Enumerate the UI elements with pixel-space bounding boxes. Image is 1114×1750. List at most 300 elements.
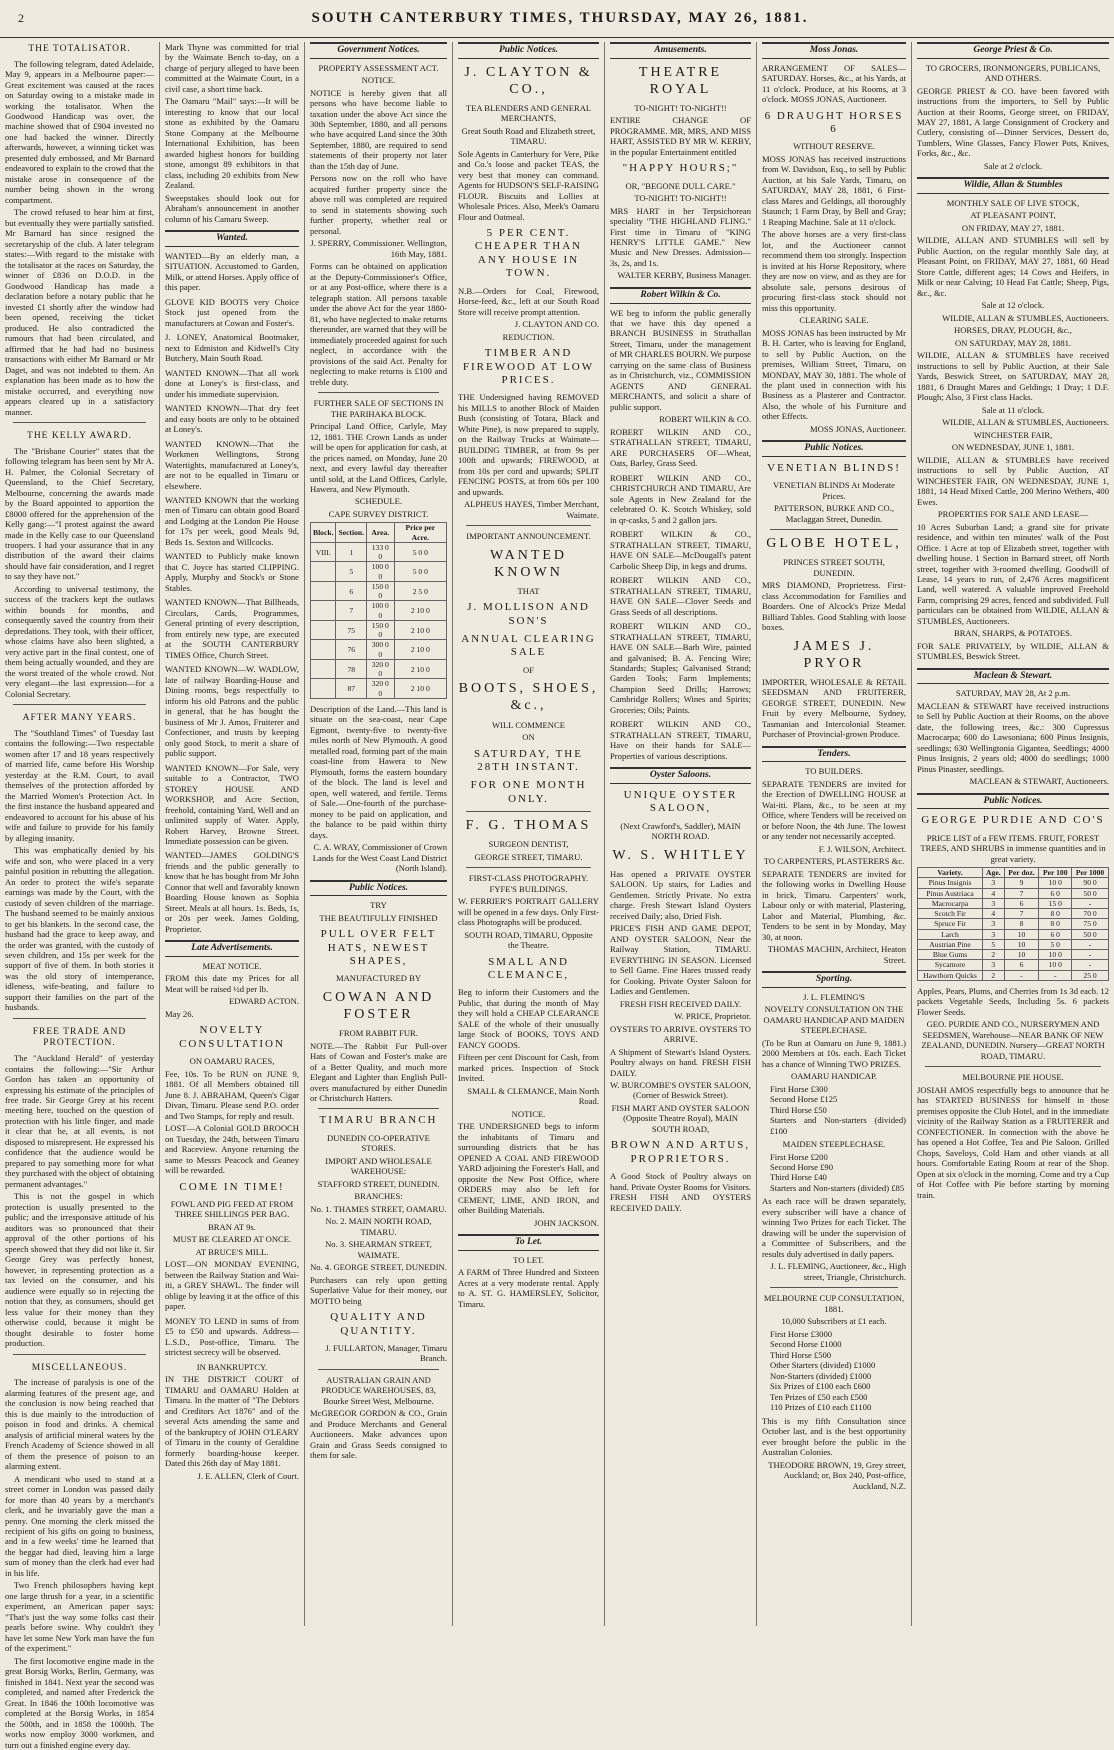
ad-line: GEO. PURDIE AND CO., NURSERYMEN AND SEEDSMEN, Warehouse—NEAR BANK OF NEW ZEALAND, DUNEDIN. Nursery—GREAT NORTH ROAD, TIMARU. bbox=[921, 1019, 1105, 1061]
divider bbox=[466, 525, 591, 526]
ad-line: OR, "BEGONE DULL CARE." bbox=[625, 180, 736, 191]
table-cell: Macrocarpa bbox=[918, 898, 983, 908]
prize-item: First Horse £200 bbox=[770, 1151, 828, 1162]
table-cell: 3 bbox=[983, 960, 1005, 970]
table-cell: 90 0 bbox=[1072, 878, 1109, 888]
article-paragraph: The increase of paralysis is one of the alarming features of the present age, and the conclusion is now being reached that this is due mainly to the introduction of poison in food and drinks. A chemical analysis of artificial mineral waters by the French Academy of Science showed in all of them the presence of poison to an alarming extent. bbox=[5, 1377, 154, 1472]
branch-item: No. 1. THAMES STREET, OAMARU. bbox=[310, 1203, 447, 1214]
table-row bbox=[311, 601, 447, 621]
notice-signature: C. A. WRAY, Commissioner of Crown Lands for the West Coast Land District (North Island). bbox=[312, 842, 447, 874]
table-cell: 75 0 bbox=[1072, 919, 1109, 929]
ad-line: TO-NIGHT! TO-NIGHT!! bbox=[634, 102, 727, 113]
table-cell: 4 bbox=[983, 909, 1005, 919]
section-bar: George Priest & Co. bbox=[917, 42, 1109, 59]
table-cell: 6 bbox=[1004, 898, 1039, 908]
table-cell: 10 bbox=[1004, 939, 1039, 949]
ad-heading: CLEARING SALE. bbox=[799, 315, 869, 326]
table-cell: 70 0 bbox=[1072, 909, 1109, 919]
ad-heading: MELBOURNE CUP CONSULTATION, 1881. bbox=[763, 1293, 905, 1314]
table-cell: 10 0 bbox=[1039, 878, 1072, 888]
ad-headline: BROWN AND ARTUS, PROPRIETORS. bbox=[610, 1139, 751, 1165]
table-cell bbox=[311, 581, 336, 601]
section-bar: Public Notices. bbox=[310, 880, 447, 897]
divider bbox=[925, 1066, 1101, 1067]
table-cell: - bbox=[1039, 970, 1072, 980]
table-cell: - bbox=[1072, 950, 1109, 960]
article-heading: THE TOTALISATOR. bbox=[28, 44, 131, 54]
table-row bbox=[918, 960, 1109, 970]
classified-ad: ROBERT WILKIN AND CO., STRATHALLAN STREET, TIMARU, HAVE ON SALE—Clover Seeds and Grass Seeds of all descriptions. bbox=[610, 575, 751, 617]
ad-line: W. BURCOMBE'S OYSTER SALOON, (Corner of Beswick Street). bbox=[610, 1080, 751, 1101]
ad-headline: ANNUAL CLEARING SALE bbox=[461, 633, 596, 659]
ad-body: JOSIAH AMOS respectfully begs to announce that he has STARTED BUSINESS for himself in those premises opposite the Club Hotel, and in the immediate vicinity of the Railway Station as a FRUITERER and CONFECTIONER. In connection with the above he has opened a Hot Coffee, Tea and Pie Saloon. Grilled Chops, Saveloys, Cold Ham and other viands at all hours. Comfortable Eating Room at rear of the Shop. Open at six o'clock in the morning. Come and try a Cup of Hot Coffee with Pie before starting by morning train. bbox=[917, 1084, 1110, 1200]
article-paragraph: The crowd refused to hear him at first, but eventually they were partially satisfied. Mr Barnard has since resigned the secretaryship of the club. A later telegram states:—With regard to the mistake with the totalisator at the races on Saturday, the winner of £836 on D.O.D. in the Goodwood Handicap has made a declaration before a notary public that he invested £1 shortly after the window had been opened, receiving the ticket produced. He also contradicted the rumours that had been circulated, and affirmed that he had had no business transactions with either Mr Barnard or Mr Daget, and was not indebted to them. An explanation has been made as to how the mistake occurred, and everything now appears cleared up in a satisfactory manner. bbox=[5, 207, 154, 417]
table-cell: - bbox=[1004, 970, 1039, 980]
ad-signature: J. FULLARTON, Manager, Timaru Branch. bbox=[325, 1342, 447, 1364]
notice-signature: J. SPERRY, Commissioner. Wellington, 16th May, 1881. bbox=[310, 238, 447, 259]
classified-ad: WANTED—By an elderly man, a SITUATION. Accustomed to Garden, Milk, or attend Horses. Apply office of this paper. bbox=[165, 250, 299, 293]
classified-ad: LOST—A Colonial GOLD BROOCH on Tuesday, the 24th, between Timaru and Raceview. Anyone returning the same to Messrs Peacock and Geaney will be rewarded. bbox=[165, 1123, 299, 1176]
classified-ad: ROBERT WILKIN AND CO., STRATHALLAN STREET, TIMARU, Have on their hands for SALE—Properties of various descriptions. bbox=[610, 719, 751, 761]
ad-signature: WILDIE, ALLAN & STUMBLES, Auctioneers. bbox=[942, 312, 1109, 323]
divider bbox=[466, 867, 591, 868]
ad-line: AT BRUCE'S MILL. bbox=[195, 1246, 269, 1257]
table-row bbox=[918, 898, 1109, 908]
table-cell: 1 bbox=[336, 542, 367, 562]
article-paragraph: This was emphatically denied by his wife and son, who were placed in a very painful position in rebutting the allegation. An order to protect the wife's separate earnings was made by the Court, with the custody of seven children of the marriage. The husband seemed to be mainly anxious to get his blankets. In the second case, the husband had the grace to keep away, and the order was granted, with the custody of seven children, and 15s per week for the support of five of them. In both stories it was the old story of intemperance, idleness, wife-beating, and failure to support their families on the part of the husbands. bbox=[5, 845, 154, 1013]
ad-heading: TO LET. bbox=[513, 1254, 544, 1265]
classified-ad: WANTED KNOWN—That Billheads, Circulars, Cards, Programmes, General printing of every description, from entirely new type, are executed at the SOUTH CANTERBURY TIMES Office, Church Street. bbox=[165, 597, 299, 660]
notice-heading: FURTHER SALE OF SECTIONS IN THE PARIHAKA BLOCK. bbox=[313, 398, 444, 419]
table-row bbox=[918, 950, 1109, 960]
page-number: 2 bbox=[18, 11, 24, 25]
column-3 bbox=[305, 42, 453, 1626]
ad-line: ON FRIDAY, MAY 27, 1881. bbox=[961, 222, 1065, 233]
table-cell: 3 bbox=[983, 919, 1005, 929]
section-bar: To Let. bbox=[458, 1234, 599, 1251]
ad-body: SEPARATE TENDERS are invited for the following works in Dwelling House in brick, Timaru. Carpenters' work, Labour only or with material, Plastering, Labor and Material, Plumbing, &c. Tenders to be sent in by Monday, May 30, at noon. bbox=[762, 868, 906, 942]
ad-line: GEORGE STREET, TIMARU. bbox=[474, 851, 583, 862]
columns bbox=[0, 42, 1114, 1750]
divider bbox=[318, 1369, 439, 1370]
ad-heading: HORSES, DRAY, PLOUGH, &c., bbox=[954, 325, 1072, 336]
ad-signature: ROBERT WILKIN & CO. bbox=[659, 414, 751, 425]
table-cell: 2 bbox=[983, 950, 1005, 960]
table-cell: 6 0 bbox=[1039, 929, 1072, 939]
ad-line: SOUTH ROAD, TIMARU, Opposite the Theatre. bbox=[464, 929, 593, 951]
ad-body: FOR SALE PRIVATELY, by WILDIE, ALLAN & STUMBLES, Beswick Street. bbox=[917, 640, 1109, 662]
table-cell: Pinus Insignis bbox=[918, 878, 983, 888]
ad-heading: FIRST-CLASS PHOTOGRAPHY. FYFE'S BUILDINGS. bbox=[468, 873, 589, 894]
table-cell: 15 0 bbox=[1039, 898, 1072, 908]
ad-line: TO-NIGHT! TO-NIGHT!! bbox=[634, 193, 727, 204]
table-cell: Pinus Austriaca bbox=[918, 888, 983, 898]
prize-item: Starters and Non-starters (divided) £100 bbox=[770, 1115, 906, 1136]
table-cell: 7 bbox=[1004, 888, 1039, 898]
ad-line: DUNEDIN CO-OPERATIVE STORES. bbox=[327, 1132, 430, 1154]
ad-headline: VENETIAN BLINDS! bbox=[767, 461, 901, 474]
column-6 bbox=[757, 42, 912, 1626]
ad-body: McGREGOR GORDON & CO., Grain and Produce Merchants and General Auctioneers. Make advances upon Grain and Grass Seeds consigned to them for sale. bbox=[310, 1408, 447, 1461]
table-cell: 10 0 bbox=[1039, 960, 1072, 970]
notice-heading: PROPERTY ASSESSMENT ACT. bbox=[318, 62, 439, 73]
ad-signature: ALPHEUS HAYES, Timber Merchant, Waimate. bbox=[463, 499, 599, 520]
ad-heading: TO GROCERS, IRONMONGERS, PUBLICANS, AND OTHERS. bbox=[925, 62, 1101, 84]
column-5 bbox=[605, 42, 757, 1626]
prize-item: Second Horse £1000 bbox=[770, 1339, 842, 1350]
section-bar: Tenders. bbox=[762, 746, 906, 763]
classified-ad: WANTED KNOWN—That dry feet and easy boots are only to be obtained at Loney's. bbox=[165, 403, 299, 435]
ad-body: THE Undersigned having REMOVED his MILLS to another Block of Maiden Bush (consisting of Totara, Black and White Pine), is now prepared to supply, on the Railway Trucks at Waimate—BUILDING TIMBER, at from 9s per 100ft and upwards; FIREWOOD, at from 10s per cord and upwards; SPLIT FENCING POSTS, at from 60s per 100 and upwards. bbox=[458, 392, 599, 497]
ad-line: SURGEON DENTIST, bbox=[488, 839, 569, 850]
table-cell: 10 bbox=[1004, 929, 1039, 939]
ad-body: Purchasers can rely upon getting Superlative Value for their money, our MOTTO being bbox=[310, 1274, 447, 1306]
table-cell: 2 10 0 bbox=[394, 679, 446, 699]
table-cell: 5 bbox=[983, 939, 1005, 949]
ad-body: Beg to inform their Customers and the Public, that during the month of May they will hold a CHEAP CLEARANCE SALE of the whole of their unusually large Stock of BOOKS, TOYS AND FANCY GOODS. bbox=[458, 987, 599, 1050]
ad-headline: FOR ONE MONTH ONLY. bbox=[470, 779, 587, 805]
ad-signature: JOHN JACKSON. bbox=[534, 1217, 599, 1228]
ad-headline: GLOBE HOTEL, bbox=[766, 536, 902, 552]
article-paragraph: The first locomotive engine made in the great Borsig Works, Berlin, Germany, was finished in 1841. Next year the second was completed, and named after Frederick the Great. In 1846 the 100th locomotive was completed at the Borsig Works, in 1854 the 500th, and in 1858 the 1000th. The works now employ 3000 workmen, and turn out a finished engine every day. bbox=[5, 1655, 154, 1750]
section-bar: Wildie, Allan & Stumbles bbox=[917, 177, 1109, 194]
classified-ad: ROBERT WILKIN AND CO., STRATHALLAN STREET, TIMARU, HAVE ON SALE—Barb Wire, painted and galvanised; B. A. Fencing Wire; Standards; Staples; Galvanised Strand; Garden Tools; Farm Implements; Champion Seed Drills; Harrows; Cambridge Rollers; Wines and Spirits; Groceries; Oils; Paints. bbox=[610, 621, 751, 715]
table-cell: 5 0 0 bbox=[394, 562, 446, 582]
ad-body: WILDIE, ALLAN AND STUMBLES will sell by Public Auction, on the regular monthly Sale day, at Pleasant Point, on FRIDAY, MAY 27, 1881, 60 Head Store Cattle, different ages; 14 Cows and Heifers, in Milk or near Calving; 10 Head Fat Cattle; Sheep, Pigs, &c., &c. bbox=[917, 235, 1109, 298]
table-cell: 2 10 0 bbox=[394, 640, 446, 660]
prize-item: First Horse £300 bbox=[770, 1083, 828, 1094]
ad-body: Sole Agents in Canterbury for Vere, Pike and Co.'s loose and packet TEAS, the very best that money can command. Agents for HUDSON'S SELF-RAISING FLOUR. Biscuits and Lollies at Wholesale Prices. Also, Meek's Oamaru Flour and Oatmeal. bbox=[458, 148, 599, 222]
ad-heading: TO BUILDERS. bbox=[805, 766, 863, 777]
ad-line: SATURDAY, MAY 28, At 2 p.m. bbox=[955, 688, 1071, 699]
classified-ad: WANTED KNOWN—W. WADLOW, late of railway Boarding-House and Dining rooms, begs respectfully to inform his old Patrons and the public in general, that he has bought the business of Mr J. Amos, Fruiterer and Confectioner, and trusts by keeping only good Stock, to merit a share of public support. bbox=[165, 664, 299, 759]
prize-item: Third Horse £50 bbox=[770, 1104, 827, 1115]
table-cell bbox=[311, 562, 336, 582]
ad-line: STAFFORD STREET, DUNEDIN. bbox=[317, 1178, 440, 1189]
ad-heading: AUSTRALIAN GRAIN AND PRODUCE WAREHOUSES, 83, Bourke Street West, Melbourne. bbox=[321, 1374, 436, 1406]
ad-headline: 6 DRAUGHT HORSES 6 bbox=[764, 109, 904, 135]
notice-subheading: NOTICE. bbox=[361, 75, 396, 86]
classified-ad: WANTED KNOWN—For Sale, very suitable to a Contractor, TWO STOREY HOUSE AND WORKSHOP, and Acre Section, freehold, containing Yard, Well and an unlimited supply of Water. Apply, Robert Harvey, Browne Street. Immediate possession can be given. bbox=[165, 762, 299, 846]
divider bbox=[318, 392, 439, 393]
table-cell: 2 10 0 bbox=[394, 659, 446, 679]
ad-signature: WALTER KERBY, Business Manager. bbox=[617, 270, 751, 281]
table-cell: 320 0 0 bbox=[367, 679, 395, 699]
table-cell: 6 bbox=[336, 581, 367, 601]
price-list-table bbox=[917, 867, 1109, 981]
ad-line: ON SATURDAY, MAY 28, 1881. bbox=[954, 337, 1072, 348]
ad-body: (To be Run at Oamaru on June 9, 1881.) 2000 Members at 10s. each. Each Ticket has a chance of Winning TWO PRIZES. bbox=[762, 1037, 906, 1069]
ad-headline: PULL OVER FELT HATS, NEWEST SHAPES, bbox=[320, 928, 437, 968]
column-7 bbox=[912, 42, 1114, 1626]
ad-line: (Next Crawford's, Saddler), MAIN NORTH ROAD. bbox=[620, 820, 741, 842]
table-cell: 8 0 bbox=[1039, 909, 1072, 919]
ad-headline: SMALL AND CLEMANCE, bbox=[487, 955, 570, 981]
table-cell: 87 bbox=[336, 679, 367, 699]
table-row bbox=[918, 970, 1109, 980]
notice-body: Persons now on the roll who have acquired further property since the above roll was completed are required to send in statements showing such further property, whether real or personal. bbox=[310, 173, 447, 236]
table-cell: 320 0 0 bbox=[367, 659, 395, 679]
ad-line: PRINCES STREET SOUTH, DUNEDIN. bbox=[783, 557, 885, 578]
ad-signature: W. PRICE, Proprietor. bbox=[674, 1011, 751, 1022]
divider bbox=[13, 1018, 146, 1019]
ad-body: ARRANGEMENT OF SALES— SATURDAY. Horses, &c., at his Yards, at 11 o'clock. Produce, at his Rooms, at 3 o'clock. MOSS JONAS, Auctioneer. bbox=[762, 62, 906, 105]
schedule-heading: SCHEDULE. bbox=[354, 496, 403, 507]
table-cell: 10 bbox=[1004, 950, 1039, 960]
ad-headline: QUALITY AND QUANTITY. bbox=[330, 1311, 427, 1337]
table-cell: Hawthorn Quicks bbox=[918, 970, 983, 980]
table-cell: 8 0 bbox=[1039, 919, 1072, 929]
divider bbox=[466, 811, 591, 812]
ad-line: TEA BLENDERS AND GENERAL MERCHANTS, bbox=[465, 102, 592, 124]
ad-heading: NOVELTY CONSULTATION ON THE OAMARU HANDICAP AND MAIDEN STEEPLECHASE. bbox=[763, 1004, 905, 1036]
ad-heading: OYSTERS TO ARRIVE. OYSTERS TO ARRIVE. bbox=[610, 1023, 751, 1045]
ad-body: WILDIE, ALLAN & STUMBLES have received instructions to sell by Public Auction, at their Sale Yards, Beswick Street, on SATURDAY, MAY 28, 1881, 6 Draught Mares and Geldings; 1 Dray; 1 D.F. Plough; Also, 3 First class Hacks. bbox=[917, 350, 1109, 403]
ad-headline: "HAPPY HOURS;" bbox=[622, 162, 739, 175]
ad-line: PATTERSON, BURKE AND CO., Maclaggan Street, Dunedin. bbox=[773, 503, 894, 524]
table-cell: 7 bbox=[1004, 909, 1039, 919]
table-row bbox=[918, 929, 1109, 939]
masthead bbox=[0, 0, 1114, 38]
ad-headline: SATURDAY, THE 28TH INSTANT. bbox=[474, 747, 583, 773]
table-cell: - bbox=[1072, 898, 1109, 908]
article-paragraph: The "Auckland Herald" of yesterday contains the following:—"Sir Arthur Gordon has taken an opportunity of expressing his estimate of the principles of free trade. Sir George Grey at his recent meeting here, touched on the question of protection with his little finger, and made it clear that he, at all events, is not disposed to misrepresent. He expressed his confidence that the audience would be prepared to pay something more for what they purchased with the object of obtaining permanent advantages." bbox=[5, 1053, 154, 1189]
ad-line: Sale at 11 o'clock. bbox=[981, 404, 1045, 415]
ad-line: ON bbox=[522, 732, 535, 743]
table-cell: 133 0 0 bbox=[367, 542, 395, 562]
ad-signature: J. E. ALLEN, Clerk of Court. bbox=[197, 1470, 299, 1481]
ad-heading: OAMARU HANDICAP. bbox=[791, 1071, 877, 1082]
table-cell: 100 0 0 bbox=[367, 562, 395, 582]
notice-body: Forms can be obtained on application at the Deputy-Commissioner's Office, or at any Post-office, where there is a telegraph station. All persons taxable under the above Act for the year 1880-81, who have neglected to make returns thereunder, are warned that they will be immediately proceeded against for such neglect, in accordance with the provisions of the said Act. Penalty for neglecting to make returns is £100 and treble duty. bbox=[310, 261, 447, 387]
divider bbox=[13, 1354, 146, 1355]
table-cell bbox=[311, 601, 336, 621]
ad-body: WE beg to inform the public generally that we have this day opened a BRANCH BUSINESS in Strathallan Street, Timaru, under the management of MR CHARLES BOURN. We purpose carrying on the same class of Business as in Christchurch, viz., COMMISSION AGENTS AND GENERAL MERCHANTS, and solicit a share of public support. bbox=[610, 307, 751, 412]
ad-headline: THEATRE ROYAL bbox=[638, 64, 723, 97]
ad-line: FRESH FISH RECEIVED DAILY. bbox=[619, 998, 742, 1009]
branch-item: No. 2. MAIN NORTH ROAD, TIMARU. bbox=[325, 1216, 432, 1237]
table-body bbox=[311, 542, 447, 698]
prize-item: Non-Starters (divided) £1000 bbox=[770, 1370, 872, 1381]
ad-body: A Shipment of Stewart's Island Oysters. Poultry always on hand. FRESH FISH DAILY. bbox=[610, 1046, 751, 1078]
table-header: Per doz. bbox=[1004, 868, 1039, 878]
newspaper-title: SOUTH CANTERBURY TIMES, THURSDAY, MAY 26, 1881. bbox=[311, 10, 809, 26]
ad-body: Apples, Pears, Plums, and Cherries from 1s 3d each. 12 packets Vegetable Seeds, Including 5s. 6 packets Flower Seeds. bbox=[917, 985, 1109, 1017]
ad-signature: F. J. WILSON, Architect. bbox=[818, 843, 906, 854]
table-cell: 300 0 0 bbox=[367, 640, 395, 660]
table-cell: VIII. bbox=[311, 542, 336, 562]
ad-signature: J. CLAYTON AND CO. bbox=[514, 319, 599, 330]
classified-ad: WANTED—JAMES GOLDING'S friends and the public generally to know that he has bought from Mr John Connor that well and favorably known Boarding House known as Sophia Street. Meals at all hours. 1s. Beds, 1s, or 20s per week. James Golding, Proprietor. bbox=[165, 850, 299, 934]
table-header: Variety. bbox=[918, 868, 983, 878]
table-body bbox=[918, 878, 1109, 981]
classified-ad: WANTED KNOWN—That the Workmen Wellingtons, Strong Watertights, manufactured at Loney's, are not to be equalled in Timaru or elsewhere. bbox=[165, 438, 299, 491]
ad-line: WITHOUT RESERVE. bbox=[793, 141, 875, 152]
news-paragraph: Mark Thyne was committed for trial by the Waimate Bench to-day, on a charge of perjury alleged to have been committed at the Waimate Court, in a civil case, a short time back. bbox=[165, 42, 299, 94]
table-cell: 5 0 bbox=[1039, 939, 1072, 949]
ad-body: FROM this date my Prices for all Meat will be raised ½d per lb. bbox=[165, 973, 299, 994]
divider bbox=[318, 1108, 439, 1109]
ad-body: As each race will be drawn separately, every subscriber will have a chance of winning Two Prizes for each Ticket. The drawing will be under the supervision of a Committee of Subscribers, and the results duly advertised in daily papers. bbox=[762, 1196, 906, 1259]
ad-body: MOSS JONAS has received instructions from W. Davidson, Esq., to sell by Public Auction, at his Sale Yards, Timaru, on SATURDAY, MAY 28, 1881, 6 First-class Mares and Geldings, all thoroughly Staunch; 1 Farm Dray, by Bell and Gray; 1 Reaping Machine. Sale at 11 o'clock. bbox=[762, 153, 906, 227]
ad-line: BRANCHES: bbox=[354, 1191, 403, 1202]
table-cell: 8 bbox=[1004, 919, 1039, 929]
ad-headline: NOVELTY CONSULTATION bbox=[179, 1024, 285, 1050]
ad-date: May 26. bbox=[165, 1008, 194, 1019]
table-cell: 3 bbox=[983, 898, 1005, 908]
table-cell: 3 bbox=[983, 878, 1005, 888]
notice-body: Description of the Land.—This land is situate on the sea-coast, near Cape Egmont, twenty-five to twenty-five miles north of New Plymouth. A good metalled road, forming part of the main coast-line from Hawera to New Plymouth, forms the eastern boundary of the block. The land is level and open, well watered, and fertile. Terms of Sale.—One-fourth of the purchase-money to be paid on application, and the balance to be paid within thirty days. bbox=[310, 703, 447, 840]
table-cell: 4 bbox=[983, 888, 1005, 898]
ad-line: MANUFACTURED BY bbox=[335, 973, 422, 984]
ad-line: IMPORT AND WHOLESALE WAREHOUSE: bbox=[325, 1155, 432, 1177]
branch-item: No. 4. GEORGE STREET, DUNEDIN. bbox=[310, 1262, 447, 1273]
prize-item: Third Horse £500 bbox=[770, 1349, 832, 1360]
ad-signature: J. L. FLEMING, Auctioneer, &c., High street, Triangle, Christchurch. bbox=[770, 1261, 906, 1282]
ad-signature: WILDIE, ALLAN & STUMBLES, Auctioneers. bbox=[942, 417, 1109, 428]
classified-ad: ROBERT WILKIN AND CO., CHRISTCHURCH AND TIMARU, Are sole Agents in New Zealand for the celebrated O. K. Scotch Whiskey, sold in qr-casks, 5 and 2 gallon jars. bbox=[610, 472, 751, 525]
table-cell bbox=[311, 659, 336, 679]
ad-body: 10 Acres Suburban Land; a grand site for private residence, and within ten minutes' walk of the Post Office. 1 Acre at top of Elizabeth street, together with dwelling house. 1 Section in Barnard street, off North street, together with 3-roomed dwelling. Goodwill of Lease, 14 years to run, of 2,476 Acres magnificent Land, well watered. A valuable improved Freehold Farm, comprising 29 acres, fenced and subdivided. Full particulars can be obtained from WILDIE, ALLAN & STUMBLES, Auctioneers. bbox=[917, 521, 1109, 626]
ad-body: A FARM of Three Hundred and Sixteen Acres at a very moderate rental. Apply to A. ST. G. HAMERSLEY, Solicitor, Timaru. bbox=[458, 1267, 599, 1309]
ad-body: NOTE.—The Rabbit Fur Pull-over Hats of Cowan and Foster's make are of a Better Quality, and much more Elegant and Lighter than English Pull-overs manufactured by either Dunedin or Christchurch Hatters. bbox=[310, 1040, 447, 1103]
ad-headline: J. CLAYTON & CO., bbox=[464, 64, 593, 97]
table-row bbox=[918, 909, 1109, 919]
ad-body: Fifteen per cent Discount for Cash, from marked prices. Inspection of Stock Invited. bbox=[458, 1052, 599, 1084]
section-bar: Oyster Saloons. bbox=[610, 767, 751, 784]
ad-line: WILL COMMENCE bbox=[492, 719, 565, 730]
table-cell: 50 0 bbox=[1072, 929, 1109, 939]
table-cell: 75 bbox=[336, 620, 367, 640]
prize-item: Second Horse £125 bbox=[770, 1094, 838, 1105]
section-bar: Public Notices. bbox=[458, 42, 599, 59]
ad-headline: WANTED KNOWN bbox=[489, 547, 568, 580]
ad-heading: MELBOURNE PIE HOUSE. bbox=[962, 1072, 1064, 1083]
prize-item: Second Horse £90 bbox=[770, 1162, 834, 1172]
table-header-row bbox=[918, 868, 1109, 878]
article-paragraph: A mendicant who used to stand at a street corner in London was passed daily for more than 40 years by a merchant's clerk, and he invariably gave the man a penny. One morning the clerk missed the recipient of his gifts on going to business, and in a few weeks' time he learned that the beggar had died, leaving him a large sum of money than the clerk had ever had in his life. bbox=[5, 1473, 154, 1578]
land-schedule-table bbox=[310, 522, 447, 699]
branch-item: No. 3. SHEARMAN STREET, WAIMATE. bbox=[325, 1239, 432, 1260]
table-cell: Blue Gums bbox=[918, 950, 983, 960]
table-header: Section. bbox=[336, 523, 367, 543]
prize-item: Other Starters (divided) £1000 bbox=[770, 1360, 876, 1371]
classified-ad: WANTED KNOWN that the working men of Timaru can obtain good Board and Lodging at the London Pie House for 17s per week, good Meals 9d, Beds 1s. Sexton and Willcocks. bbox=[165, 494, 299, 547]
section-bar: Public Notices. bbox=[917, 793, 1109, 810]
ad-body: MOSS JONAS has been instructed by Mr B. H. Carter, who is leaving for England, to sell by Public Auction, on the premises, William Street, Timaru, on MONDAY, MAY 30, 1881. The whole of the plant used in connection with his Business as a Plasterer and Contractor. Also, the whole of his Furniture and other Effects. bbox=[762, 327, 906, 422]
prize-item: Ten Prizes of £50 each £500 bbox=[770, 1391, 868, 1402]
ad-heading: PROPERTIES FOR SALE AND LEASE— bbox=[937, 509, 1089, 520]
section-bar: Sporting. bbox=[762, 971, 906, 988]
ad-body: IMPORTER, WHOLESALE & RETAIL SEEDSMAN AND FRUITERER, GEORGE STREET, DUNEDIN. New Fruit by every Melbourne, Sydney, Tasmanian and Intercolonial Steamer. Purchaser of Provincial-grown Produce. bbox=[762, 676, 906, 740]
ad-headline: TIMBER AND FIREWOOD AT LOW PRICES. bbox=[462, 347, 595, 386]
table-cell: Austrian Pine bbox=[918, 939, 983, 949]
classified-ad: WANTED to Publicly make known that C. Joyce has started CLIPPING. Apply, Murphy and Stock's or Stone Stables. bbox=[165, 551, 299, 593]
table-cell: 2 5 0 bbox=[394, 581, 446, 601]
table-cell: Larch bbox=[918, 929, 983, 939]
ad-body: This is my fifth Consultation since October last, and is the best opportunity ever brought before the public in the Australian Colonies. bbox=[762, 1415, 906, 1458]
ad-line: ON WEDNESDAY, JUNE 1, 1881. bbox=[951, 442, 1075, 453]
section-bar: Government Notices. bbox=[310, 42, 447, 59]
article-paragraph: The "Brisbane Courier" states that the following telegram has been sent by Mr A. H. Palmer, the Colonial Secretary of Queensland, to the Chief Secretary, Melbourne, concerning the awards made by the Board appointed to apportion the £8000 offered for the apprehension of the Kelly gang:—"I protest against the award made in the Kelly case to our Queensland troopers. I had your assurance that in any distribution of the award their claims should have fair consideration, and I regret to say they have not." bbox=[5, 445, 154, 582]
classified-ad: WANTED KNOWN—That all work done at Loney's is first-class, and under his immediate supervision. bbox=[165, 367, 299, 399]
classified-ad: J. LONEY, Anatomical Bootmaker, next to Edmiston and Kidwell's City Butchery, Main South Road. bbox=[165, 332, 299, 364]
table-cell bbox=[311, 640, 336, 660]
ad-heading: MEAT NOTICE. bbox=[202, 960, 262, 971]
table-cell: 50 0 bbox=[1072, 888, 1109, 898]
table-cell bbox=[311, 679, 336, 699]
table-cell: 5 bbox=[336, 562, 367, 582]
article-heading: MISCELLANEOUS. bbox=[31, 1362, 128, 1373]
schedule-subheading: CAPE SURVEY DISTRICT. bbox=[328, 508, 429, 519]
table-row bbox=[918, 939, 1109, 949]
table-cell: 7 bbox=[336, 601, 367, 621]
section-bar: Public Notices. bbox=[762, 440, 906, 457]
table-cell: Sycamore bbox=[918, 960, 983, 970]
ad-line: THE BEAUTIFULLY FINISHED bbox=[319, 912, 438, 923]
ad-heading: NOTICE. bbox=[511, 1108, 546, 1119]
ad-body: MRS HART in her Terpsichorean speciality "THE HIGHLAND FLING." First time in Timaru of "KING HENRY'S LITTLE GAME." New Music and New Dresses. Admission—3s, 2s, and 1s. bbox=[610, 205, 751, 268]
section-bar: Robert Wilkin & Co. bbox=[610, 287, 751, 304]
table-row bbox=[311, 659, 447, 679]
ad-signature: MOSS JONAS, Auctioneer. bbox=[810, 423, 906, 434]
ad-line: THAT bbox=[517, 585, 540, 596]
article-paragraph: According to universal testimony, the success of the trackers kept the outlaws within bounds for months, and consequently saved the country from their depredations. They took, with their officer, whose claims have also been slighted, a very active part in the final contest, one of them being actually wounded, and they are the worst treated of the whole crowd. Not very elegant—the last expression—for a Colonial Secretary. bbox=[5, 583, 154, 699]
notice-body: Principal Land Office, Carlyle, May 12, 1881. THE Crown Lands as under will be open for application for cash, at the prices named, on Monday, June 20 next, and every lawful day thereafter until sold, at the Land Offices, Carlyle, Hawera, and New Plymouth. bbox=[310, 421, 447, 494]
section-bar: Maclean & Stewart. bbox=[917, 668, 1109, 685]
table-header: Per 1000 bbox=[1072, 868, 1109, 878]
prize-list bbox=[770, 1084, 906, 1136]
ad-signature: SMALL & CLEMANCE, Main North Road. bbox=[467, 1085, 599, 1107]
article-paragraph: Two French philosophers having kept one large thrush for a year, in a scientific experiment, an American paper says: "That's just the way some folks cast their pearls before swine. Why couldn't they have let some New York man have the fun of the experiment." bbox=[5, 1580, 154, 1654]
table-cell: 10 0 bbox=[1039, 950, 1072, 960]
news-paragraph: Sweepstakes should look out for Abraham's announcement in another column of his Camaru Sweep. bbox=[165, 192, 299, 224]
ad-headline: UNIQUE OYSTER SALOON, bbox=[623, 788, 738, 815]
ad-body: MRS DIAMOND, Proprietress. First-class Accommodation for Families and Boarders. One of Alcock's Prize Medal Billiard Tables. Good Stabling with loose boxes. bbox=[762, 580, 906, 633]
table-cell: 78 bbox=[336, 659, 367, 679]
prize-list bbox=[770, 1329, 906, 1413]
section-bar: Amusements. bbox=[610, 42, 751, 59]
table-row bbox=[311, 542, 447, 562]
prize-item: First Horse £3000 bbox=[770, 1328, 833, 1339]
ad-heading: WINCHESTER FAIR, bbox=[973, 429, 1053, 440]
notice-body: NOTICE is hereby given that all persons who have become liable to taxation under the above Act since the 30th September, 1880, and all persons who have acquired Land since the 30th September, 1880, are required to send statements of their property not later than the 15th day of June. bbox=[310, 87, 447, 171]
table-row bbox=[311, 679, 447, 699]
ad-line: BRAN AT 9s. bbox=[208, 1221, 256, 1232]
ad-heading: REDUCTION. bbox=[502, 331, 555, 342]
section-bar: Wanted. bbox=[165, 230, 299, 247]
ad-body: SEPARATE TENDERS are invited for the Erection of DWELLING HOUSE at Wai-iti. Plans, &c., to be seen at my Office, where Tenders will be received on or before Noon, the 4th June. The lowest or any tender not necessarily accepted. bbox=[762, 778, 906, 842]
table-header-row bbox=[311, 523, 447, 543]
table-cell: Spruce Fir bbox=[918, 919, 983, 929]
ad-headline: BOOTS, SHOES, &c., bbox=[458, 681, 599, 714]
table-cell: - bbox=[1072, 939, 1109, 949]
classified-ad: GLOVE KID BOOTS very Choice Stock just opened from the manufacturers at Cowan and Foster's. bbox=[165, 296, 299, 328]
classified-ad: LOST—ON MONDAY EVENING, between the Railway Station and Wai-iti, a GREY SHAWL. The finder will oblige by leaving it at the office of this paper. bbox=[165, 1259, 299, 1312]
divider bbox=[770, 1287, 898, 1288]
table-cell: 25 0 bbox=[1072, 970, 1109, 980]
ad-signature: THOMAS MACHIN, Architect, Heaton Street. bbox=[767, 944, 906, 965]
ad-line: VENETIAN BLINDS At Moderate Prices. bbox=[773, 480, 895, 501]
ad-heading: FISH MART AND OYSTER SALOON (Opposite Theatre Royal), MAIN SOUTH ROAD, bbox=[611, 1102, 750, 1134]
ad-line: PRICE LIST of a FEW ITEMS. FRUIT, FOREST TREES, AND SHRUBS in immense quantities and in great variety. bbox=[920, 832, 1106, 864]
ad-line: Sale at 2 o'clock. bbox=[983, 160, 1043, 171]
table-cell: 5 0 0 bbox=[394, 542, 446, 562]
article-heading: THE KELLY AWARD. bbox=[27, 431, 132, 442]
table-cell: 76 bbox=[336, 640, 367, 660]
ad-line: OF bbox=[523, 664, 534, 675]
ad-signature: EDWARD ACTON. bbox=[228, 996, 299, 1007]
